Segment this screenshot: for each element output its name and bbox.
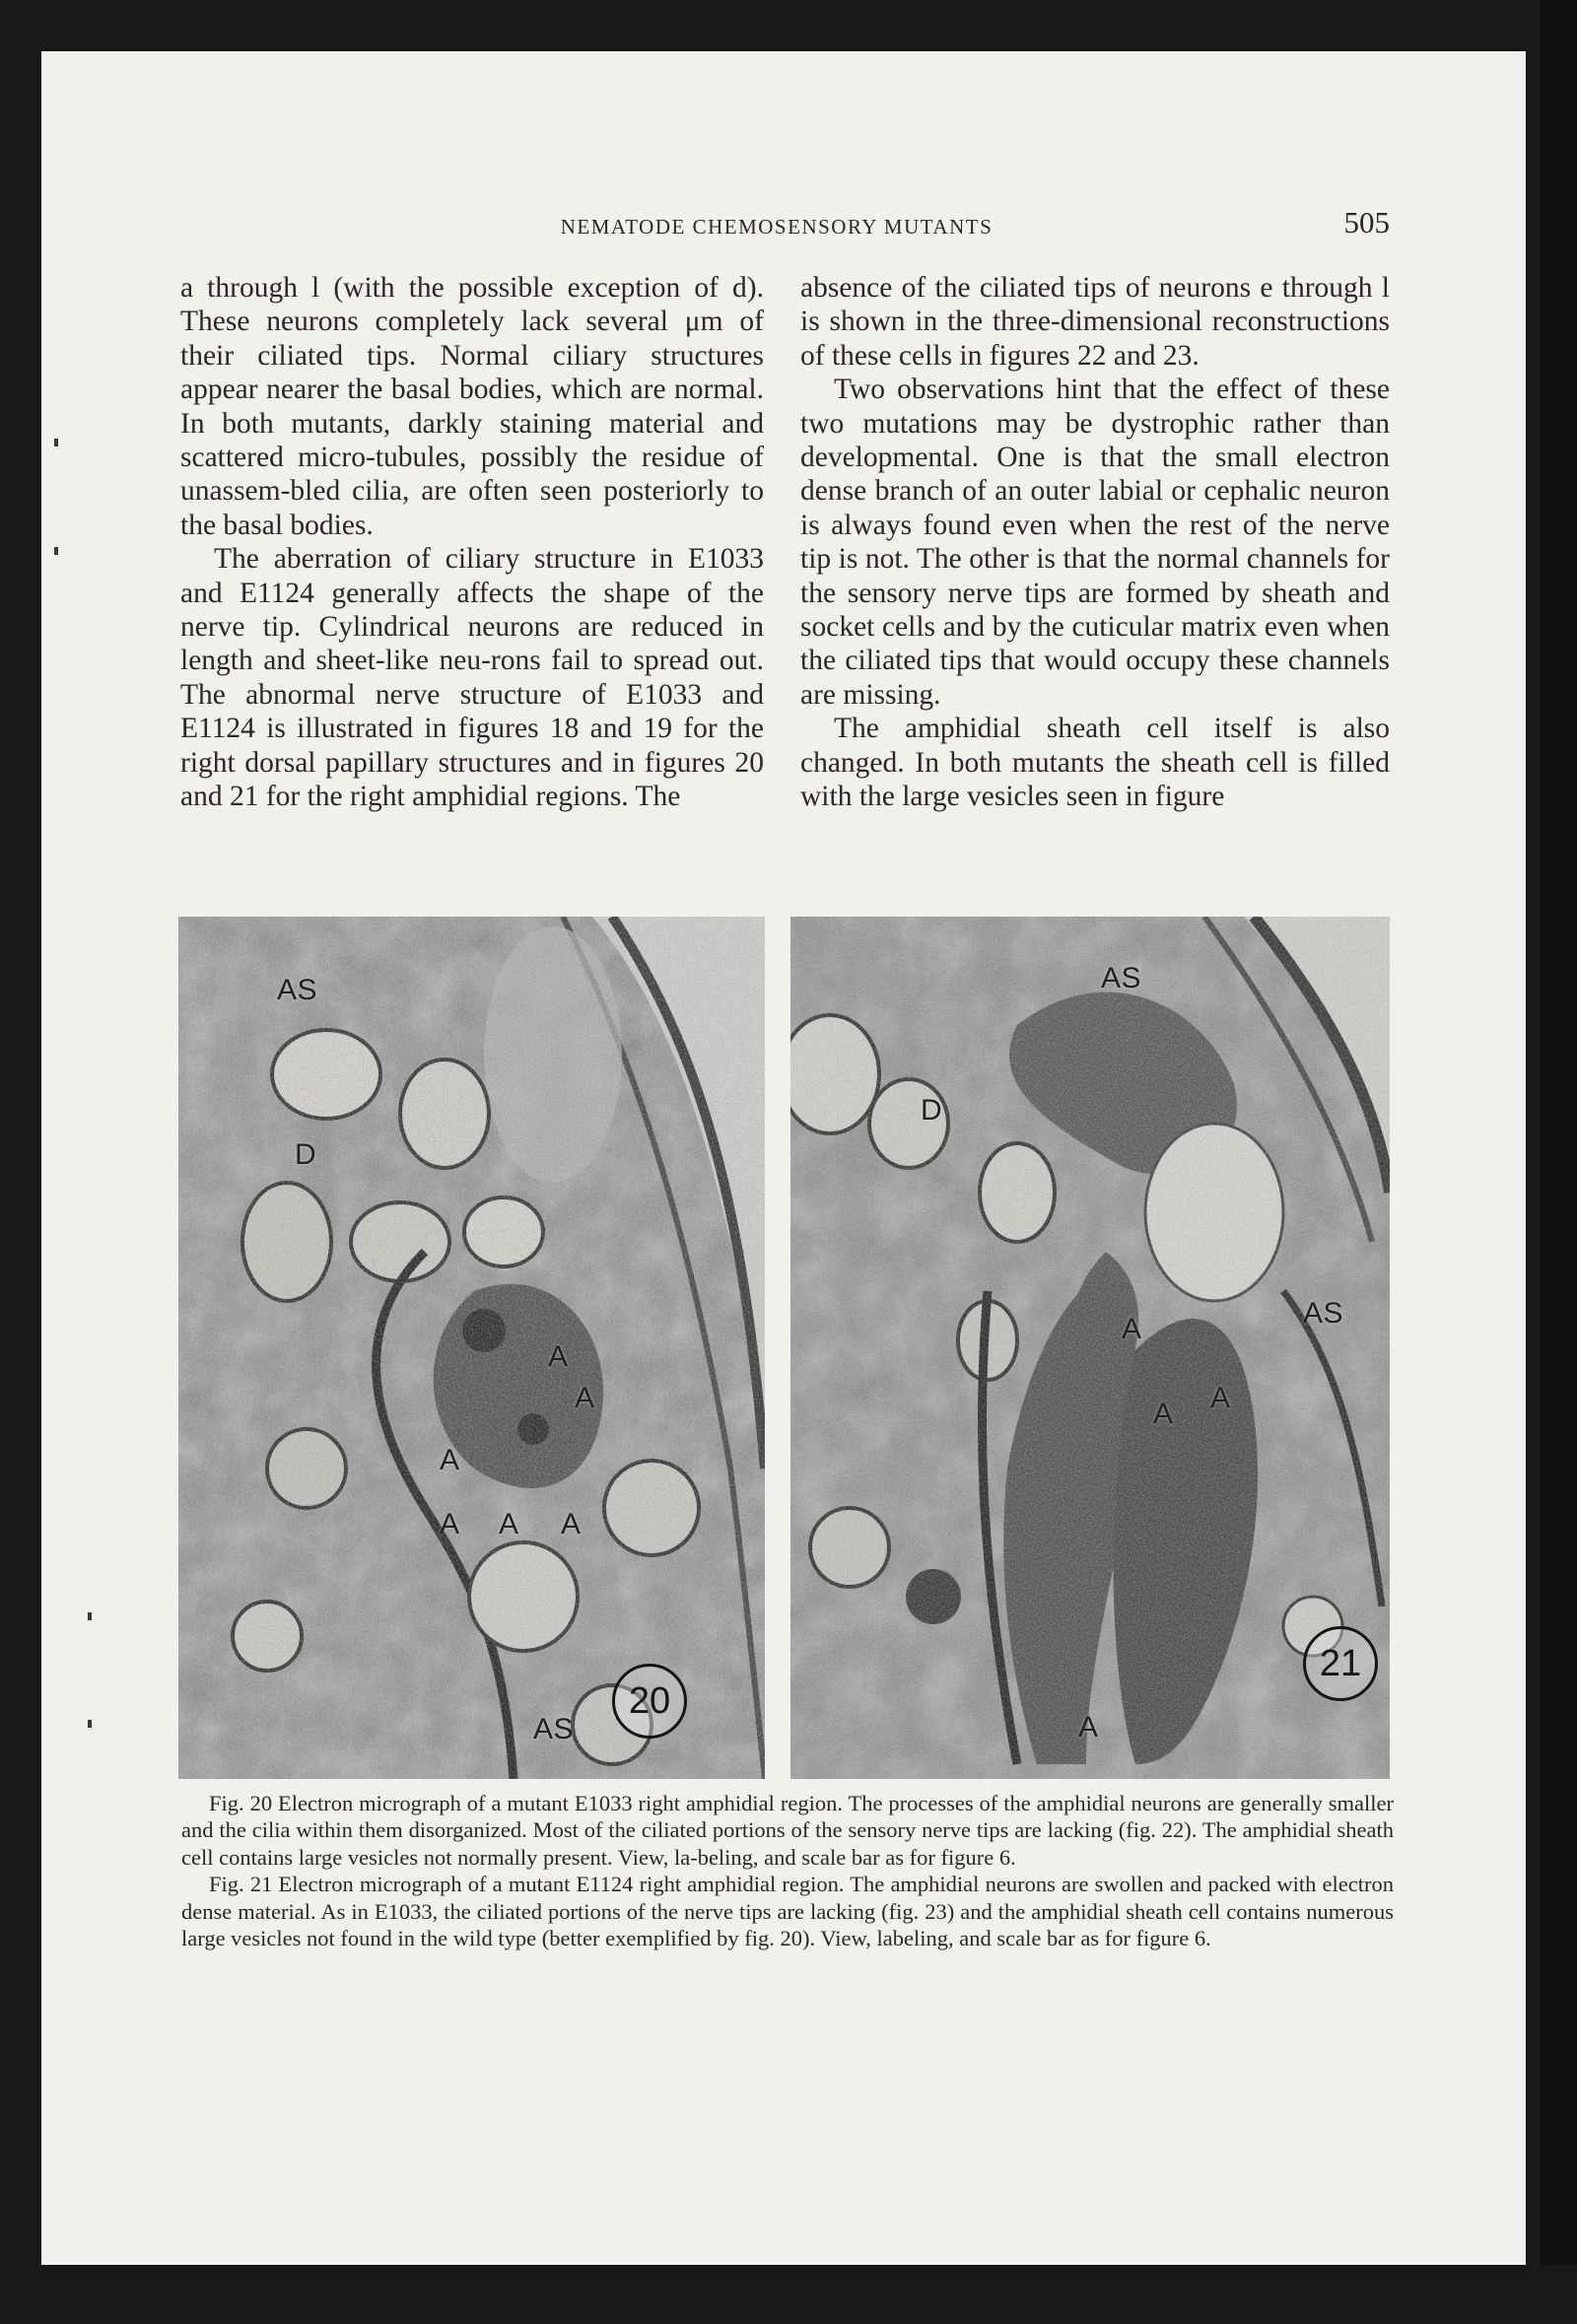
paragraph: The aberration of ciliary structure in E1033 and E1124 generally affects the shape of the nerve tip. Cylindrical neurons are reduced in length and sheet-like neu-rons fail to spread out. The abnormal nerve structure of E1033 and E1124 is illustrated in figures 18 and 19 for the right dorsal papillary structures and in figures 20 and 21 for the right amphidial regions. The — [180, 543, 764, 813]
label-a: A — [440, 1508, 460, 1540]
caption-fig-20: Fig. 20 Electron micrograph of a mutant E1033 right amphidial region. The processes of the amphidial neurons are generally smaller and the cilia within them disorganized. Most of the ciliated portions of the sensory nerve tips are lacking (fig. 22). The amphidial sheath cell contains large vesicles not normally present. View, la-beling, and scale bar as for figure 6. — [181, 1791, 1394, 1870]
running-head: NEMATODE CHEMOSENSORY MUTANTS — [560, 215, 994, 239]
figure-number-badge: 20 — [612, 1664, 687, 1739]
label-as: AS — [1303, 1297, 1344, 1330]
figure-number-badge: 21 — [1303, 1626, 1378, 1701]
label-a: A — [440, 1444, 460, 1476]
margin-mark — [88, 1612, 92, 1620]
label-a: A — [1153, 1398, 1174, 1430]
left-text-column — [180, 271, 764, 814]
scan-border-bottom — [0, 2265, 1577, 2324]
label-a: A — [575, 1382, 595, 1414]
figure-20-micrograph — [178, 917, 765, 1779]
paragraph: a through l (with the possible exception of d). These neurons completely lack several μm of their ciliated tips. Normal ciliary structures appear nearer the basal bodies, which are normal. In both mutants, darkly staining material and scattered micro-tubules, possibly the residue of unassem-bled cilia, are often seen posteriorly to the basal bodies. — [180, 272, 764, 541]
label-a: A — [1210, 1382, 1231, 1414]
right-text-column — [800, 271, 1390, 814]
label-a: A — [548, 1340, 569, 1373]
label-d: D — [921, 1094, 943, 1127]
figure-captions — [181, 1790, 1394, 1951]
paragraph: The amphidial sheath cell itself is also changed. In both mutants the sheath cell is filled with the large vesicles seen in figure — [800, 713, 1390, 813]
label-a: A — [561, 1508, 582, 1540]
label-a: A — [1078, 1711, 1099, 1743]
label-as: AS — [1101, 962, 1142, 994]
micrograph-image — [178, 917, 765, 1779]
micrograph-image — [790, 917, 1390, 1779]
margin-mark — [54, 439, 58, 446]
scan-border-right — [1540, 0, 1577, 2324]
figure-21-micrograph — [790, 917, 1390, 1779]
label-as: AS — [533, 1713, 575, 1745]
margin-mark — [54, 547, 58, 555]
label-a: A — [1122, 1313, 1142, 1345]
paragraph: absence of the ciliated tips of neurons e through l is shown in the three-dimensional reconstructions of these cells in figures 22 and 23. — [800, 272, 1390, 372]
label-d: D — [295, 1138, 317, 1171]
paragraph: Two observations hint that the effect of these two mutations may be dystrophic rather than developmental. One is that the small electron dense branch of an outer labial or cephalic neuron is always found even when the rest of the nerve tip is not. The other is that the normal channels for the sensory nerve tips are formed by sheath and socket cells and by the cuticular matrix even when the ciliated tips that would occupy these channels are missing. — [800, 374, 1390, 711]
label-as: AS — [277, 974, 318, 1006]
label-a: A — [499, 1508, 519, 1540]
margin-mark — [88, 1720, 92, 1728]
page-number: 505 — [1343, 205, 1390, 239]
caption-fig-21: Fig. 21 Electron micrograph of a mutant E1124 right amphidial region. The amphidial neurons are swollen and packed with electron dense material. As in E1033, the ciliated portions of the nerve tips are lacking (fig. 23) and the amphidial sheath cell contains numerous large vesicles not found in the wild type (better exemplified by fig. 20). View, labeling, and scale bar as for figure 6. — [181, 1872, 1394, 1951]
